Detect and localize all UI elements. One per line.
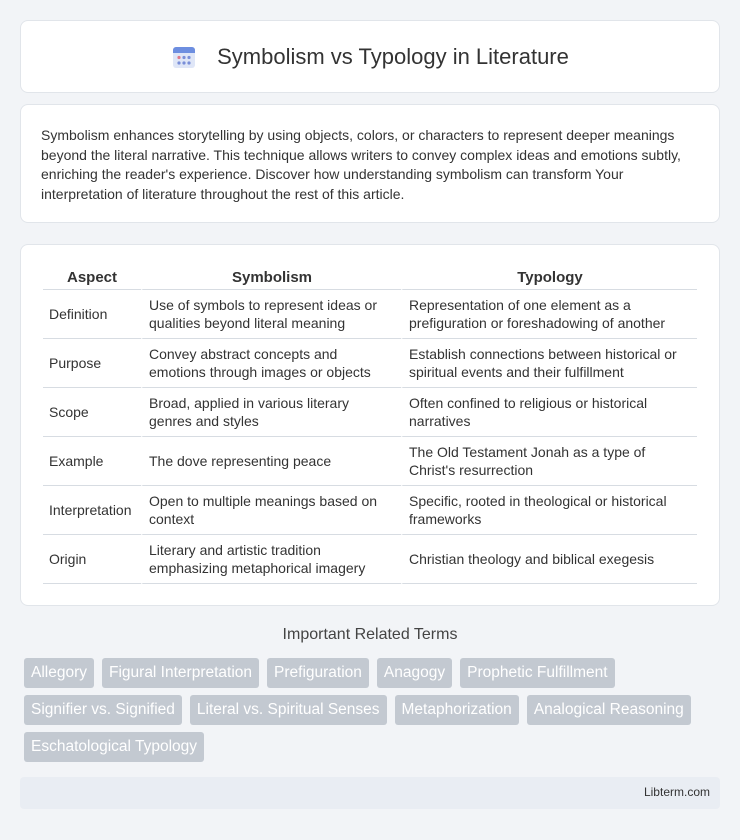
table-cell: Origin (43, 535, 141, 584)
table-cell: The Old Testament Jonah as a type of Christ's resurrection (401, 437, 697, 486)
table-row (43, 388, 697, 437)
related-term-tag[interactable]: Prophetic Fulfillment (460, 658, 614, 688)
related-terms-list (24, 658, 724, 762)
intro-card (20, 104, 720, 223)
table-cell: Often confined to religious or historical narratives (401, 388, 697, 437)
comparison-table-card (20, 244, 720, 606)
table-row (43, 486, 697, 535)
table-cell: Use of symbols to represent ideas or qualities beyond literal meaning (141, 290, 401, 339)
table-cell: The dove representing peace (141, 437, 401, 486)
table-cell: Example (43, 437, 141, 486)
related-terms-title: Important Related Terms (282, 626, 458, 643)
table-row (43, 339, 697, 388)
table-header-row (43, 265, 697, 290)
table-cell: Purpose (43, 339, 141, 388)
column-header: Symbolism (141, 265, 401, 290)
table-row (43, 290, 697, 339)
table-cell: Definition (43, 290, 141, 339)
related-term-tag[interactable]: Anagogy (377, 658, 452, 688)
app-grid-icon (171, 44, 197, 70)
table-cell: Christian theology and biblical exegesis (401, 535, 697, 584)
table-cell: Broad, applied in various literary genres and styles (141, 388, 401, 437)
header-card (20, 20, 720, 93)
table-cell: Convey abstract concepts and emotions through images or objects (141, 339, 401, 388)
comparison-table (43, 265, 697, 584)
related-term-tag[interactable]: Literal vs. Spiritual Senses (190, 695, 387, 725)
table-row (43, 535, 697, 584)
table-cell: Open to multiple meanings based on context (141, 486, 401, 535)
related-term-tag[interactable]: Prefiguration (267, 658, 369, 688)
footer (20, 777, 720, 809)
footer-site-link[interactable]: Libterm.com (643, 785, 710, 799)
table-cell: Interpretation (43, 486, 141, 535)
related-term-tag[interactable]: Metaphorization (395, 695, 519, 725)
related-term-tag[interactable]: Signifier vs. Signified (24, 695, 182, 725)
intro-text: Symbolism enhances storytelling by using objects, colors, or characters to represent deeper meanings beyond the literal narrative. This technique allows writers to convey complex ideas and emotions subtly, enriching the reader's experience. Discover how understanding symbolism can transform Your interpretation of literature throughout the rest of this article. (41, 127, 681, 202)
page-title: Symbolism vs Typology in Literature (217, 43, 569, 69)
column-header: Aspect (43, 265, 141, 290)
table-cell: Establish connections between historical or spiritual events and their fulfillment (401, 339, 697, 388)
table-cell: Specific, rooted in theological or historical frameworks (401, 486, 697, 535)
related-term-tag[interactable]: Analogical Reasoning (527, 695, 691, 725)
table-cell: Representation of one element as a prefiguration or foreshadowing of another (401, 290, 697, 339)
table-cell: Literary and artistic tradition emphasizing metaphorical imagery (141, 535, 401, 584)
table-cell: Scope (43, 388, 141, 437)
related-term-tag[interactable]: Allegory (24, 658, 94, 688)
related-term-tag[interactable]: Figural Interpretation (102, 658, 259, 688)
table-row (43, 437, 697, 486)
column-header: Typology (401, 265, 697, 290)
related-term-tag[interactable]: Eschatological Typology (24, 732, 204, 762)
